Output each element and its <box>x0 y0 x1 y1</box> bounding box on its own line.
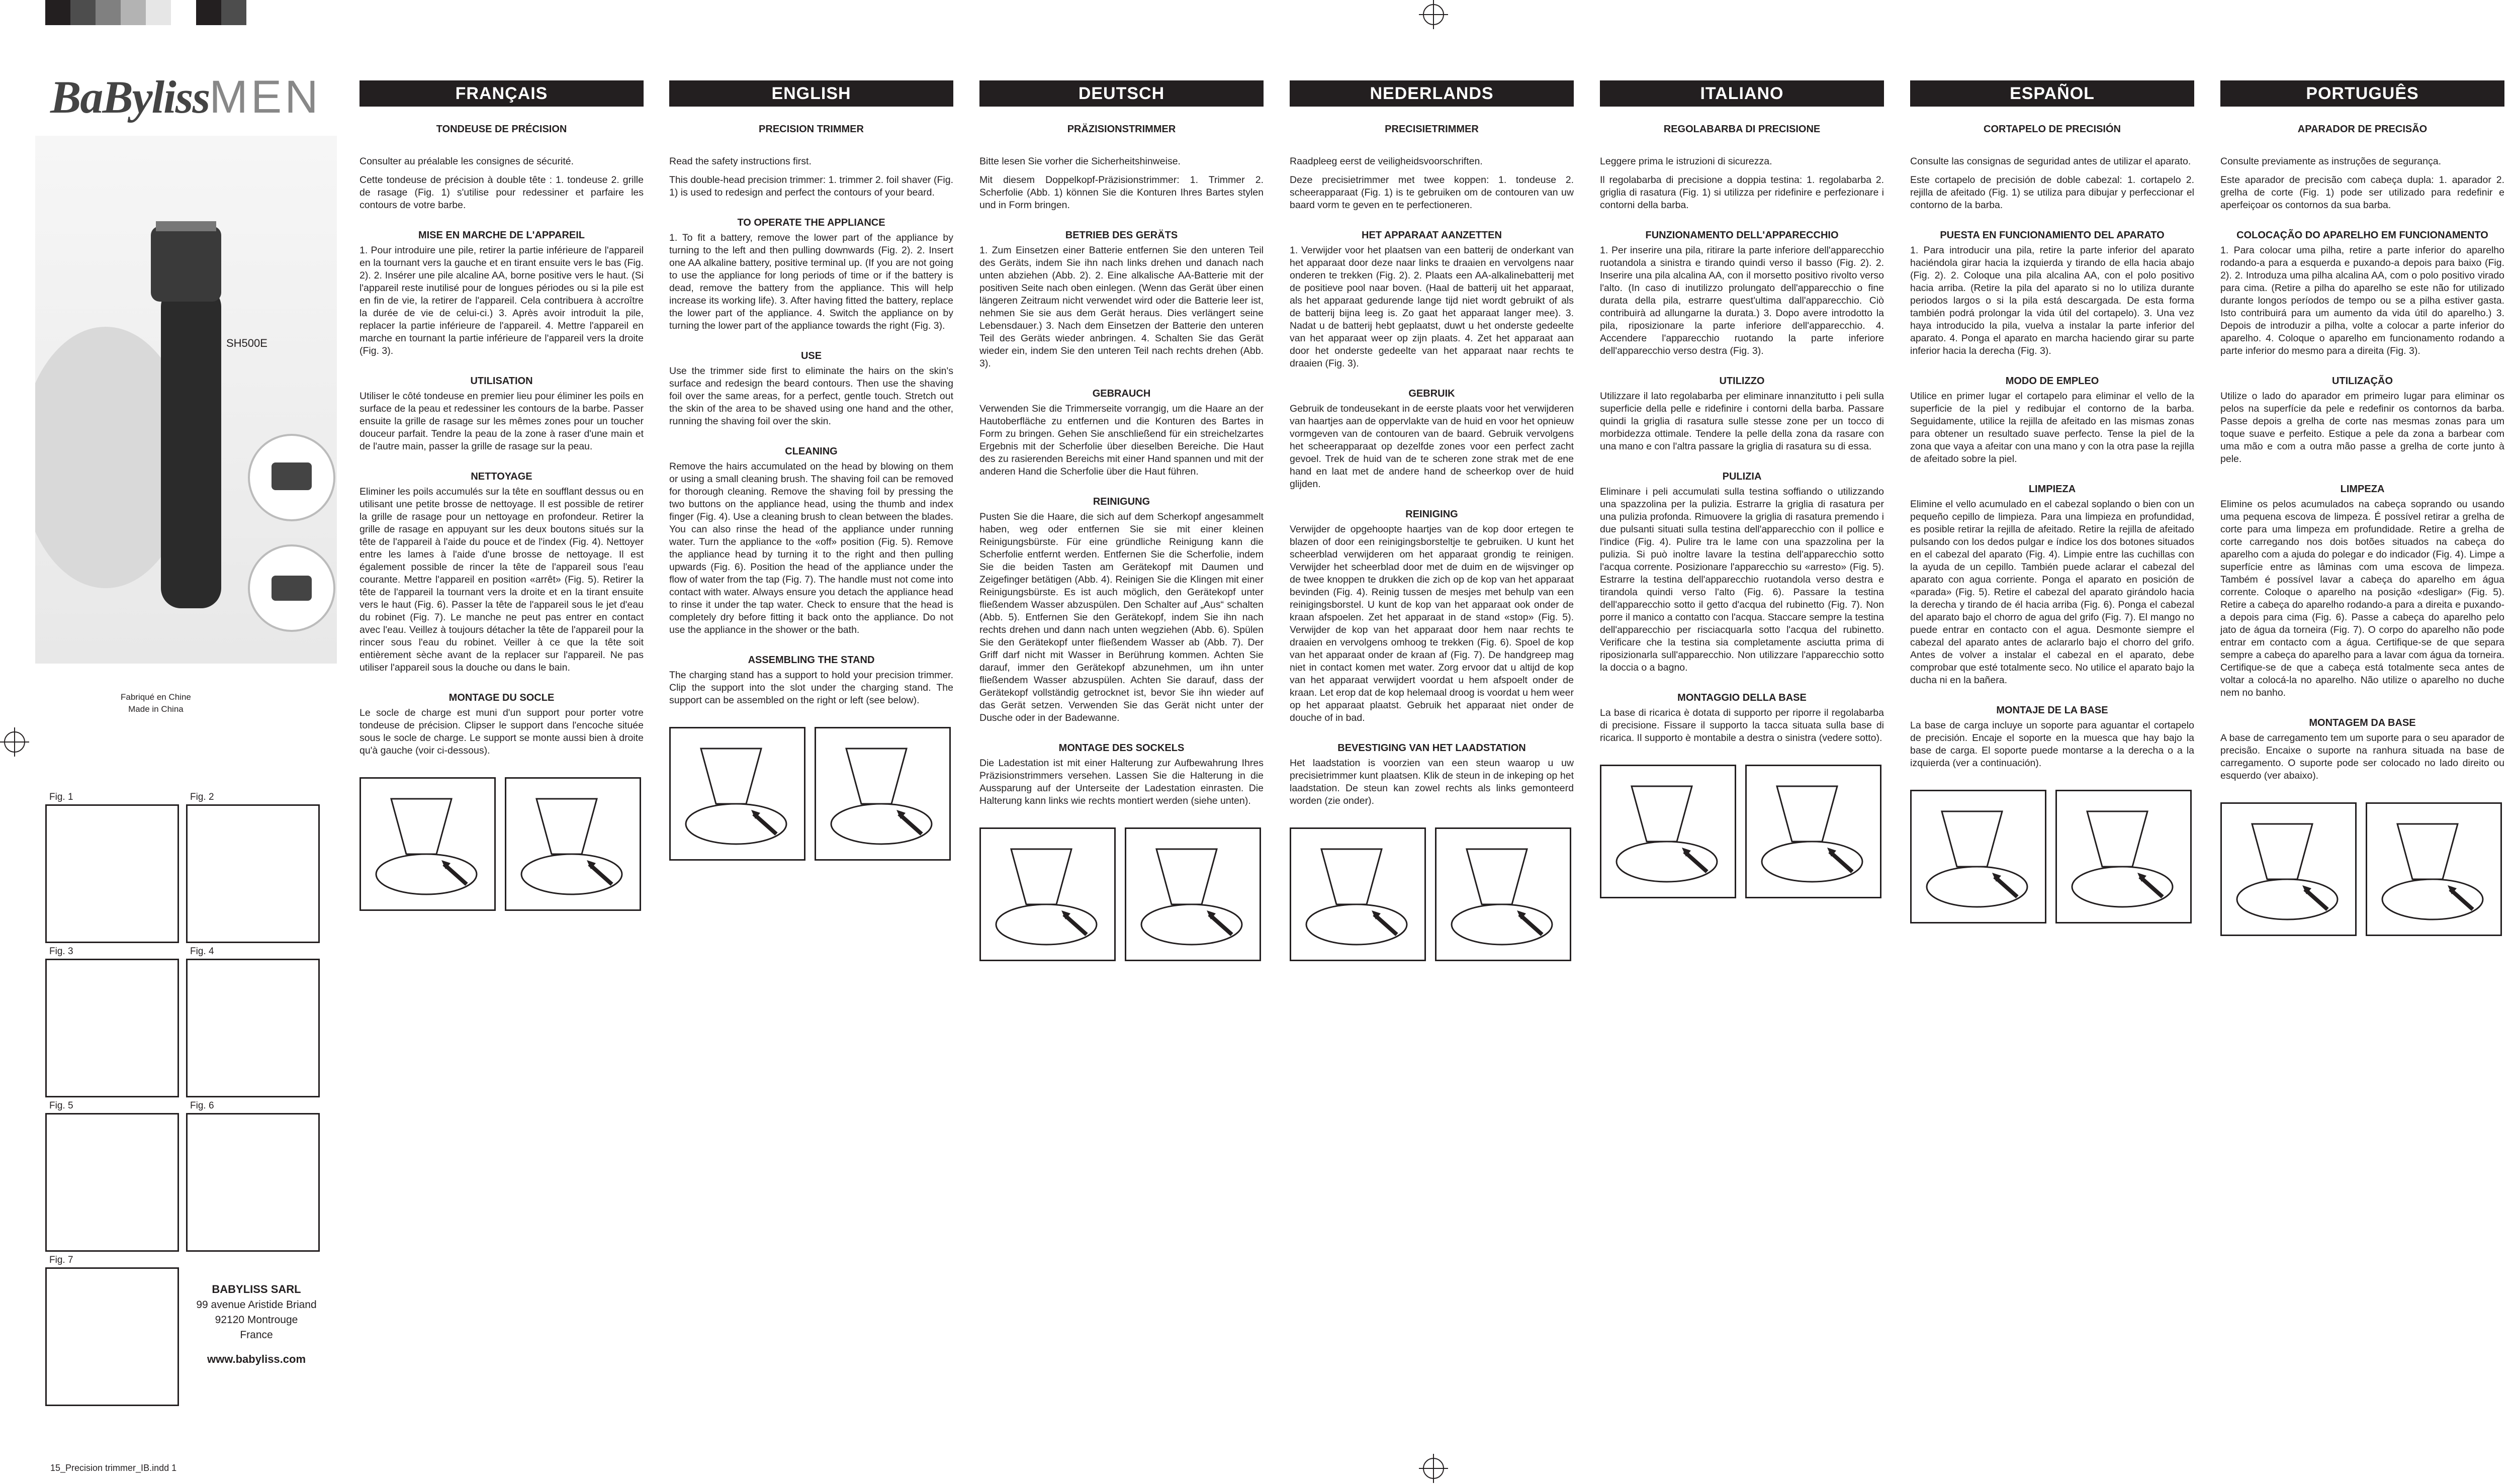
body-text: Het laadstation is voorzien van een steun waarop u uw precisietrimmer kunt plaatsen. Klik de steun in de inkeping op het laadstation. De steun kan zowel rechts als links gemonteerd worden (zie onder). <box>1290 758 1574 806</box>
language-banner: ENGLISH <box>669 80 953 107</box>
figure-label: Fig. 4 <box>190 946 214 957</box>
body-text: 1. Verwijder voor het plaatsen van een batterij de onderkant van het apparaat door deze naar links te draaien en vervolgens naar onderen te trekken (Fig. 2). 2. Plaats een AA-alkalinebatterij met de positieve pool naar boven. (Haal de batterij uit het apparaat, als het apparaat gedurende lange tijd niet wordt gebruikt of als de batterij bijna leeg is. Zo gaat het apparaat langer mee). 3. Nadat u de batterij hebt geplaatst, duwt u het onderste gedeelte van het apparaat weer op zijn plaats. 4. Zet het apparaat aan door het onderste gedeelte van het apparaat naar rechts te draaien (Fig. 3). <box>1290 245 1574 369</box>
language-column <box>1290 80 1574 961</box>
body-text: Consulte previamente as instruções de segurança. <box>2220 156 2441 167</box>
section-heading: LIMPIEZA <box>2028 484 2076 495</box>
stand-diagram <box>360 777 496 911</box>
body-text: La base di ricarica è dotata di supporto per riporre il regolabarba di precisione. Fissare il supporto la tacca situata sulla base di ricarica. Il supporto è montabile a destra o sinistra (vedere sotto). <box>1600 707 1884 744</box>
product-title: TONDEUSE DE PRÉCISION <box>436 124 567 135</box>
body-text: Raadpleeg eerst de veiligheidsvoorschriften. <box>1290 156 1483 167</box>
color-swatch <box>96 0 121 25</box>
file-footer: 15_Precision trimmer_IB.indd 1 <box>50 1463 177 1473</box>
figure-label: Fig. 1 <box>49 792 73 802</box>
section-heading: COLOCAÇÃO DO APARELHO EM FUNCIONAMENTO <box>2236 230 2488 241</box>
language-banner: PORTUGUÊS <box>2220 80 2504 107</box>
body-text: Deze precisietrimmer met twee koppen: 1. tondeuse 2. scheerapparaat (Fig. 1) is te gebruiken om de contouren van uw baard vorm te geven en te perfectioneren. <box>1290 174 1574 211</box>
body-text: Read the safety instructions first. <box>669 156 812 167</box>
made-in-label: Fabriqué en Chine Made in China <box>121 692 191 714</box>
section-heading: LIMPEZA <box>2340 484 2385 495</box>
body-text: 1. To fit a battery, remove the lower part of the appliance by turning to the left and then pulling downwards (Fig. 2). 2. Insert one AA alkaline battery, positive terminal up. (If you are not going to use the appliance for long periods of time or if the battery is dead, remove the battery from the appliance. This will help increase its working life). 3. After having fitted the battery, replace the lower part of the appliance. 4. Switch the appliance on by turning the lower part of the appliance towards the right (Fig. 3). <box>669 232 953 331</box>
body-text: Utiliser le côté tondeuse en premier lieu pour éliminer les poils en surface de la peau et redessiner les contours de la barbe. Passer ensuite la grille de rasage sur les mêmes zones pour un toucher douceur parfait. Tendre la peau de la zone à raser d'une main et de l'autre main, passer la grille de rasage sur la peau. <box>360 391 644 452</box>
stand-diagram <box>1290 827 1426 961</box>
section-heading: UTILIZAÇÃO <box>2331 376 2393 387</box>
stand-diagram <box>2220 802 2357 936</box>
language-column <box>2220 80 2504 936</box>
stand-diagram <box>1600 765 1736 898</box>
section-heading: BEVESTIGING VAN HET LAADSTATION <box>1337 743 1526 754</box>
body-text: Cette tondeuse de précision à double tête : 1. tondeuse 2. grille de rasage (Fig. 1) s'utilise pour redessiner et parfaire les contours de votre barbe. <box>360 174 644 211</box>
body-text: Verwijder de opgehoopte haartjes van de kop door ertegen te blazen of door een reinigingsborsteltje te gebruiken. U kunt het scheerblad verwijderen om het apparaat grondig te reinigen. Verwijder het scheerblad door met de duim en de wijsvinger op de twee knoppen te drukken die zich op de kop van het apparaat bevinden (Fig. 4). Reinig tussen de mesjes met behulp van een reinigingsborstel. U kunt de kop van het apparaat ook onder de kraan afspoelen. Zet het apparaat in de stand «stop» (Fig. 5). Verwijder de kop van het apparaat door hem naar rechts te draaien en vervolgens omhoog te trekken (Fig. 6). Spoel de kop van het apparaat onder de kraan af (Fig. 7). De handgreep mag niet in contact komen met water. Zorg ervoor dat u altijd de kop van het apparaat verwijdert voordat u hem afspoelt onder de kraan. Let erop dat de kop helemaal droog is voordat u hem weer op het apparaat plaatst. Gebruik het apparaat niet onder de douche of in bad. <box>1290 524 1574 723</box>
color-swatch <box>146 0 171 25</box>
stand-diagram <box>815 727 951 861</box>
section-heading: REINIGUNG <box>1093 496 1150 507</box>
stand-assembly-illustrations <box>2220 802 2504 936</box>
section-heading: NETTOYAGE <box>471 471 532 482</box>
body-text: Este cortapelo de precisión de doble cabezal: 1. cortapelo 2. rejilla de afeitado (Fig. 1) se utiliza para dibujar y perfeccionar el contorno de la barba. <box>1910 174 2194 211</box>
trimmer-illustration <box>35 136 337 664</box>
body-text: Eliminer les poils accumulés sur la tête en soufflant dessus ou en utilisant une petite brosse de nettoyage. Il est possible de retirer la grille de rasage pour un nettoyage en profondeur. Retirer la grille de rasage en appuyant sur les deux boutons situés sur la tête de l'appareil à l'aide du pouce et de l'index (Fig. 4). Nettoyer entre les lames à l'aide d'une brosse de nettoyage. Il est également possible de rincer la tête de l'appareil sous l'eau courante. Mettre l'appareil en position «arrêt» (Fig. 5). Retirer la tête de l'appareil la tournant vers la droite et en la tirant ensuite vers le haut (Fig. 6). Passer la tête de l'appareil sous le jet d'eau du robinet (Fig. 7). Le manche ne peut pas entrer en contact avec l'eau. Veillez à toujours détacher la tête de l'appareil pour la rincer sous l'eau du robinet. Veiller à ce que la tête soit entièrement sèche avant de la replacer sur l'appareil. Ne pas utiliser l'appareil sous la douche ou dans le bain. <box>360 486 644 673</box>
body-text: 1. Zum Einsetzen einer Batterie entfernen Sie den unteren Teil des Geräts, indem Sie ihn nach links drehen und danach nach unten abziehen (Abb. 2). 2. Eine alkalische AA-Batterie mit der positiven Seite nach oben einlegen. (Wenn das Gerät über einen längeren Zeitraum nicht verwendet wird oder die Batterie leer ist, nehmen Sie sie aus dem Gerät heraus. Dies verlängert seine Lebensdauer.) 3. Nach dem Einsetzen der Batterie den unteren Teil des Geräts wieder anbringen. 4. Schalten Sie das Gerät wieder ein, indem Sie den unteren Teil nach rechts drehen (Abb. 3). <box>979 245 1264 369</box>
product-title: PRECISIETRIMMER <box>1385 124 1479 135</box>
registration-mark-icon <box>1423 1458 1444 1479</box>
language-column <box>979 80 1264 961</box>
stand-diagram <box>979 827 1116 961</box>
body-text: Consulter au préalable les consignes de sécurité. <box>360 156 574 167</box>
figure-5 <box>45 1113 179 1252</box>
stand-diagram <box>1125 827 1261 961</box>
stand-assembly-illustrations <box>669 727 953 861</box>
body-text: Verwenden Sie die Trimmerseite vorrangig, um die Haare an der Hautoberfläche zu entfernen und die Konturen des Bartes in Form zu bringen. Gehen Sie anschließend für ein streichelzartes Ergebnis mit der Scherfolie über dieselben Bereiche. Die Haut des zu rasierenden Bereichs mit einer Hand spannen und mit der anderen Hand die Scherfolie über die Haut führen. <box>979 403 1264 477</box>
product-title: REGOLABARBA DI PRECISIONE <box>1663 124 1821 135</box>
section-heading: MONTAGGIO DELLA BASE <box>1677 692 1807 703</box>
body-text: Use the trimmer side first to eliminate the hairs on the skin's surface and redesign the beard contours. Then use the shaving foil over the same areas, for a perfect, gentle touch. Stretch out the skin of the area to be shaved using one hand and the other, running the shaving foil over the skin. <box>669 365 953 427</box>
figure-4 <box>186 959 320 1097</box>
language-banner: ESPAÑOL <box>1910 80 2194 107</box>
body-text: 1. Per inserire una pila, ritirare la parte inferiore dell'apparecchio ruotandola a sinistra e tirando quindi verso il basso (Fig. 2). 2. Inserire una pila alcalina AA, con il morsetto positivo rivolto verso l'alto. (In caso di inutilizzo prolungato dell'apparecchio o fine durata della pila, estrarre quest'ultima dall'apparecchio. Ciò contribuirà ad allungarne la durata.) 3. Dopo avere introdotto la pila, riposizionare la parte inferiore dell'apparecchio. 4. Accendere l'apparecchio ruotando la parte inferiore dell'apparecchio verso destra (Fig. 3). <box>1600 245 1884 356</box>
stand-diagram <box>2055 790 2192 923</box>
stand-assembly-illustrations <box>1600 765 1884 898</box>
body-text: Le socle de charge est muni d'un support pour porter votre tondeuse de précision. Clipser le support dans l'encoche située sous le socle de charge. Le support se monte aussi bien à droite qu'à gauche (voir ci-dessous). <box>360 707 644 756</box>
stand-assembly-illustrations <box>979 827 1264 961</box>
figure-1 <box>45 804 179 943</box>
section-heading: ASSEMBLING THE STAND <box>748 655 875 666</box>
section-heading: FUNZIONAMENTO DELL'APPARECCHIO <box>1645 230 1839 241</box>
stand-diagram <box>1745 765 1881 898</box>
section-heading: GEBRAUCH <box>1092 388 1151 399</box>
body-text: Elimine el vello acumulado en el cabezal soplando o bien con un pequeño cepillo de limpieza. Para una limpieza en profundidad, es posible retirar la rejilla de afeitado. Retire la rejilla de afeitado pulsando con los dedos pulgar e índice los dos botones situados en el cabezal del aparato (Fig. 4). Limpie entre las cuchillas con la ayuda de un cepillo. También puede aclarar el cabezal del aparato con agua corriente. Ponga el aparato en posición de «parada» (Fig. 5). Retire el cabezal del aparato girándolo hacia la derecha y tirando de él hacia arriba (Fig. 6). Ponga el cabezal del aparato bajo el chorro de agua del grifo (Fig. 7). El mango no puede entrar en contacto con el agua. Desmonte siempre el cabezal del aparato antes de aclararlo bajo el chorro del grifo. Antes de volver a instalar el cabezal en el aparato, debe comprobar que esté totalmente seco. No utilice el aparato bajo la ducha ni en la bañera. <box>1910 499 2194 686</box>
figure-label: Fig. 5 <box>49 1100 73 1111</box>
print-gray-bar <box>45 0 246 25</box>
body-text: Elimine os pelos acumulados na cabeça soprando ou usando uma pequena escova de limpeza. É possível retirar a grelha de corte para uma limpeza em profundidade. Retire a grelha de corte carregando nos dois botões situados na cabeça do aparelho com a ajuda do polegar e do indicador (Fig. 4). Limpe a superfície entre as lâminas com uma escova de limpeza. Também é possível lavar a cabeça do aparelho em água corrente. Coloque o aparelho na posição «desligar» (Fig. 5). Retire a cabeça do aparelho rodando-a para a direita e puxando-a depois para cima (Fig. 6). Passe a cabeça do aparelho pelo jato de água da torneira (Fig. 7). O corpo do aparelho não pode entrar em contacto com a água. Certifique-se de que separa sempre a cabeça do aparelho para a lavar com água da torneira. Certifique-se de que a cabeça está totalmente seca antes de voltar a colocá-la no aparelho. Não utilize o aparelho no duche nem no banho. <box>2220 499 2504 698</box>
product-title: CORTAPELO DE PRECISIÓN <box>1984 124 2121 135</box>
section-heading: MONTAJE DE LA BASE <box>1996 705 2108 716</box>
language-banner: FRANÇAIS <box>360 80 644 107</box>
body-text: A base de carregamento tem um suporte para o seu aparador de precisão. Encaixe o suporte na ranhura situada na base de carregamento. O suporte pode ser colocado no lado direito ou esquerdo (ver abaixo). <box>2220 732 2504 781</box>
section-heading: MONTAGE DU SOCLE <box>448 692 555 703</box>
registration-mark-icon <box>1423 4 1444 25</box>
section-heading: PUESTA EN FUNCIONAMIENTO DEL APARATO <box>1940 230 2165 241</box>
section-heading: UTILISATION <box>470 376 533 387</box>
stand-assembly-illustrations <box>1910 790 2194 923</box>
body-text: Utilizzare il lato regolabarba per eliminare innanzitutto i peli sulla superficie della pelle e ridefinire i contorni della barba. Passare quindi la griglia di rasatura sulle stesse zone per un tocco di morbidezza ottimale. Tendere la pelle della zona da rasare con una mano e con l'altra passare la griglia di rasatura su di essa. <box>1600 391 1884 452</box>
body-text: Il regolabarba di precisione a doppia testina: 1. regolabarba 2. griglia di rasatura (Fig. 1) si utilizza per ridefinire e perfezionare i contorni della barba. <box>1600 174 1884 211</box>
section-heading: REINIGING <box>1405 509 1458 520</box>
section-heading: MISE EN MARCHE DE L'APPAREIL <box>418 230 585 241</box>
stand-diagram <box>505 777 641 911</box>
body-text: Die Ladestation ist mit einer Halterung zur Aufbewahrung Ihres Präzisionstrimmers versehen. Lassen Sie die Halterung in die Aussparung auf der Unterseite der Ladestation einrasten. Die Halterung kann links wie rechts montiert werden (siehe unten). <box>979 758 1264 806</box>
language-banner: DEUTSCH <box>979 80 1264 107</box>
section-heading: BETRIEB DES GERÄTS <box>1065 230 1178 241</box>
section-heading: MONTAGE DES SOCKELS <box>1058 743 1185 754</box>
stand-diagram <box>669 727 805 861</box>
color-swatch <box>196 0 221 25</box>
product-title: APARADOR DE PRECISÃO <box>2297 124 2428 135</box>
body-text: La base de carga incluye un soporte para aguantar el cortapelo de precisión. Encaje el soporte en la muesca que hay bajo la base de carga. El soporte puede montarse a la derecha o a la izquierda (ver a continuación). <box>1910 720 2194 769</box>
stand-diagram <box>1435 827 1571 961</box>
stand-assembly-illustrations <box>1290 827 1574 961</box>
model-number: SH500E <box>226 337 267 349</box>
figure-label: Fig. 6 <box>190 1100 214 1111</box>
color-swatch <box>171 0 196 25</box>
body-text: Utilice en primer lugar el cortapelo para eliminar el vello de la superficie de la piel y redibujar el contorno de la barba. Seguidamente, utilice la rejilla de afeitado en las mismas zonas para obtener un resultado suave perfecto. Tense la piel de la zona que vaya a afeitar con una mano y con la otra pase la rejilla de afeitado sobre la piel. <box>1910 391 2194 465</box>
body-text: Consulte las consignas de seguridad antes de utilizar el aparato. <box>1910 156 2191 167</box>
body-text: Eliminare i peli accumulati sulla testina soffiando o utilizzando una spazzolina per la pulizia. Estrarre la griglia di rasatura per una pulizia profonda. Rimuovere la griglia di rasatura premendo i due pulsanti situati sulla testina dell'apparecchio con il pollice e l'indice (Fig. 4). Pulire tra le lame con una spazzolina per la pulizia. Si può inoltre lavare la testina dell'apparecchio sotto l'acqua corrente. Posizionare l'apparecchio su «arresto» (Fig. 5). Estrarre la testina dell'apparecchio ruotandola verso destra e tirandola quindi verso l'alto (Fig. 6). Passare la testina dell'apparecchio sotto il getto d'acqua del rubinetto (Fig. 7). Non porre il manico a contatto con l'acqua. Staccare sempre la testina dell'apparecchio per risciacquarla sotto l'acqua del rubinetto. Verificare che la testina sia completamente asciutta prima di riposizionarla sull'apparecchio. Non utilizzare l'apparecchio sotto la doccia o a bagno. <box>1600 486 1884 673</box>
figure-7 <box>45 1267 179 1406</box>
stand-assembly-illustrations <box>360 777 644 911</box>
language-banner: NEDERLANDS <box>1290 80 1574 107</box>
product-panel <box>35 60 337 1443</box>
color-swatch <box>45 0 70 25</box>
product-title: PRECISION TRIMMER <box>759 124 864 135</box>
body-text: Este aparador de precisão com cabeça dupla: 1. aparador 2. grelha de corte (Fig. 1) pode ser utilizado para redefinir e aperfeiçoar os contornos da sua barba. <box>2220 174 2504 211</box>
section-heading: MODO DE EMPLEO <box>2005 376 2099 387</box>
color-swatch <box>221 0 246 25</box>
body-text: The charging stand has a support to hold your precision trimmer. Clip the support into the slot under the charging stand. The support can be assembled on the right or left (see below). <box>669 670 953 706</box>
figure-label: Fig. 3 <box>49 946 73 957</box>
language-column <box>360 80 644 911</box>
figure-label: Fig. 2 <box>190 792 214 802</box>
figure-3 <box>45 959 179 1097</box>
section-heading: GEBRUIK <box>1408 388 1455 399</box>
brand-logo: BaBylissMEN <box>50 71 321 123</box>
stand-diagram <box>1910 790 2046 923</box>
section-heading: USE <box>800 350 822 361</box>
registration-mark-icon <box>4 731 25 753</box>
product-title: PRÄZISIONSTRIMMER <box>1067 124 1176 135</box>
section-heading: UTILIZZO <box>1719 376 1765 387</box>
body-text: Gebruik de tondeusekant in de eerste plaats voor het verwijderen van haartjes aan de oppervlakte van de huid en voor het opnieuw vormgeven van de contouren van de baard. Gebruik vervolgens het scheerapparaat op dezelfde zones voor een perfect zacht gevoel. Trek de huid van de te scheren zone strak met de ene hand en laat met de andere hand de scheerkop over de huid glijden. <box>1290 403 1574 490</box>
figure-label: Fig. 7 <box>49 1255 73 1265</box>
color-swatch <box>70 0 96 25</box>
section-heading: CLEANING <box>785 446 838 457</box>
color-swatch <box>121 0 146 25</box>
figure-2 <box>186 804 320 943</box>
section-heading: HET APPARAAT AANZETTEN <box>1362 230 1502 241</box>
section-heading: PULIZIA <box>1722 471 1762 482</box>
language-column <box>1910 80 2194 923</box>
body-text: This double-head precision trimmer: 1. trimmer 2. foil shaver (Fig. 1) is used to redesign and perfect the contours of your beard. <box>669 174 953 198</box>
company-address: BABYLISS SARL 99 avenue Aristide Briand 92120 Montrouge France www.babyliss.com <box>196 1283 317 1365</box>
product-photo <box>35 136 337 714</box>
body-text: 1. Pour introduire une pile, retirer la partie inférieure de l'appareil en la tournant vers la gauche et en tirant ensuite vers le bas (Fig. 2). 2. Insérer une pile alcaline AA, borne positive vers le haut. (Si l'appareil reste inutilisé pour de longues périodes ou si la pile est en fin de vie, la retirer de l'appareil. Cela contribuera à accroître la durée de vie de celui-ci.) 3. Après avoir introduit la pile, replacer la partie inférieure de l'appareil. 4. Mettre l'appareil en marche en tournant la partie inférieure de l'appareil vers la droite (Fig. 3). <box>360 245 644 356</box>
body-text: 1. Para colocar uma pilha, retire a parte inferior do aparelho rodando-a para a esquerda e puxando-a depois para baixo (Fig. 2). 2. Introduza uma pilha alcalina AA, com o polo positivo virado para cima. (Retire a pilha do aparelho se este não for utilizado durante longos períodos de tempo ou se a pilha estiver gasta. Isto contribuirá para um aumento da vida útil do aparelho.) 3. Depois de introduzir a pilha, volte a colocar a parte inferior do aparelho. 4. Coloque o aparelho em funcionamento rodando a parte inferior do mesmo para a direita (Fig. 3). <box>2220 245 2504 356</box>
figure-6 <box>186 1113 320 1252</box>
body-text: Pusten Sie die Haare, die sich auf dem Scherkopf angesammelt haben, weg oder entfernen Sie sie mit einer kleinen Reinigungsbürste. Für eine gründliche Reinigung kann die Scherfolie entfernt werden. Entfernen Sie die Scherfolie, indem Sie die beiden Tasten am Gerätekopf mit Daumen und Zeigefinger betätigen (Abb. 4). Reinigen Sie die Klingen mit einer Reinigungsbürste. Es ist auch möglich, den Gerätekopf unter fließendem Wasser abzuspülen. Den Schalter auf „Aus“ schalten (Abb. 5). Entfernen Sie den Gerätekopf, indem Sie ihn nach rechts drehen und dann nach unten wegziehen (Abb. 6). Spülen Sie den Gerätekopf unter fließendem Wasser ab (Abb. 7). Der Griff darf nicht mit Wasser in Berührung kommen. Achten Sie darauf, immer den Gerätekopf abzunehmen, um ihn unter fließendem Wasser abzuspülen. Achten Sie darauf, dass der Gerätekopf vollständig getrocknet ist, bevor Sie ihn wieder auf das Gerät setzen. Verwenden Sie das Gerät nicht unter der Dusche oder in der Badewanne. <box>979 511 1264 723</box>
body-text: Remove the hairs accumulated on the head by blowing on them or using a small cleaning brush. The shaving foil can be removed for thorough cleaning. Remove the shaving foil by pressing the two buttons on the appliance head, using the thumb and index finger (Fig. 4). Use a cleaning brush to clean between the blades. You can also rinse the head of the appliance under running water. Turn the appliance to the «off» position (Fig. 5). Remove the appliance head by turning it to the right and then pulling upwards (Fig. 6). Position the head of the appliance under the flow of water from the tap (Fig. 7). The handle must not come into contact with water. Always ensure you detach the appliance head to rinse it under the tap water. Check to ensure that the head is completely dry before fitting it back onto the appliance. Do not use the appliance in the shower or the bath. <box>669 461 953 635</box>
language-column <box>1600 80 1884 898</box>
stand-diagram <box>2366 802 2502 936</box>
section-heading: MONTAGEM DA BASE <box>2309 717 2416 728</box>
language-banner: ITALIANO <box>1600 80 1884 107</box>
body-text: Bitte lesen Sie vorher die Sicherheitshinweise. <box>979 156 1181 167</box>
body-text: 1. Para introducir una pila, retire la parte inferior del aparato haciéndola girar hacia la izquierda y tirando de ella hacia abajo (Fig. 2). 2. Coloque una pila alcalina AA, con el polo positivo hacia arriba. (Retire la pila del aparato si no lo utiliza durante periodos largos o si la pila está descargada. De esta forma también podrá prolongar la vida útil del cortapelo). 3. Una vez haya introducido la pila, vuelva a instalar la parte inferior del aparato. 4. Ponga el aparato en marcha haciendo girar su parte inferior hacia la derecha (Fig. 3). <box>1910 245 2194 356</box>
body-text: Utilize o lado do aparador em primeiro lugar para eliminar os pelos na superfície da pele e redefinir os contornos da barba. Passe depois a grelha de corte nas mesmas zonas para um toque suave e perfeito. Estique a pele da zona a barbear com uma mão e com a outra mão passe a grelha de corte junto à pele. <box>2220 391 2504 465</box>
language-column <box>669 80 953 861</box>
section-heading: TO OPERATE THE APPLIANCE <box>737 217 885 228</box>
body-text: Mit diesem Doppelkopf-Präzisionstrimmer: 1. Trimmer 2. Scherfolie (Abb. 1) können Sie die Konturen Ihres Bartes stylen und in Form bringen. <box>979 174 1264 211</box>
body-text: Leggere prima le istruzioni di sicurezza. <box>1600 156 1772 167</box>
